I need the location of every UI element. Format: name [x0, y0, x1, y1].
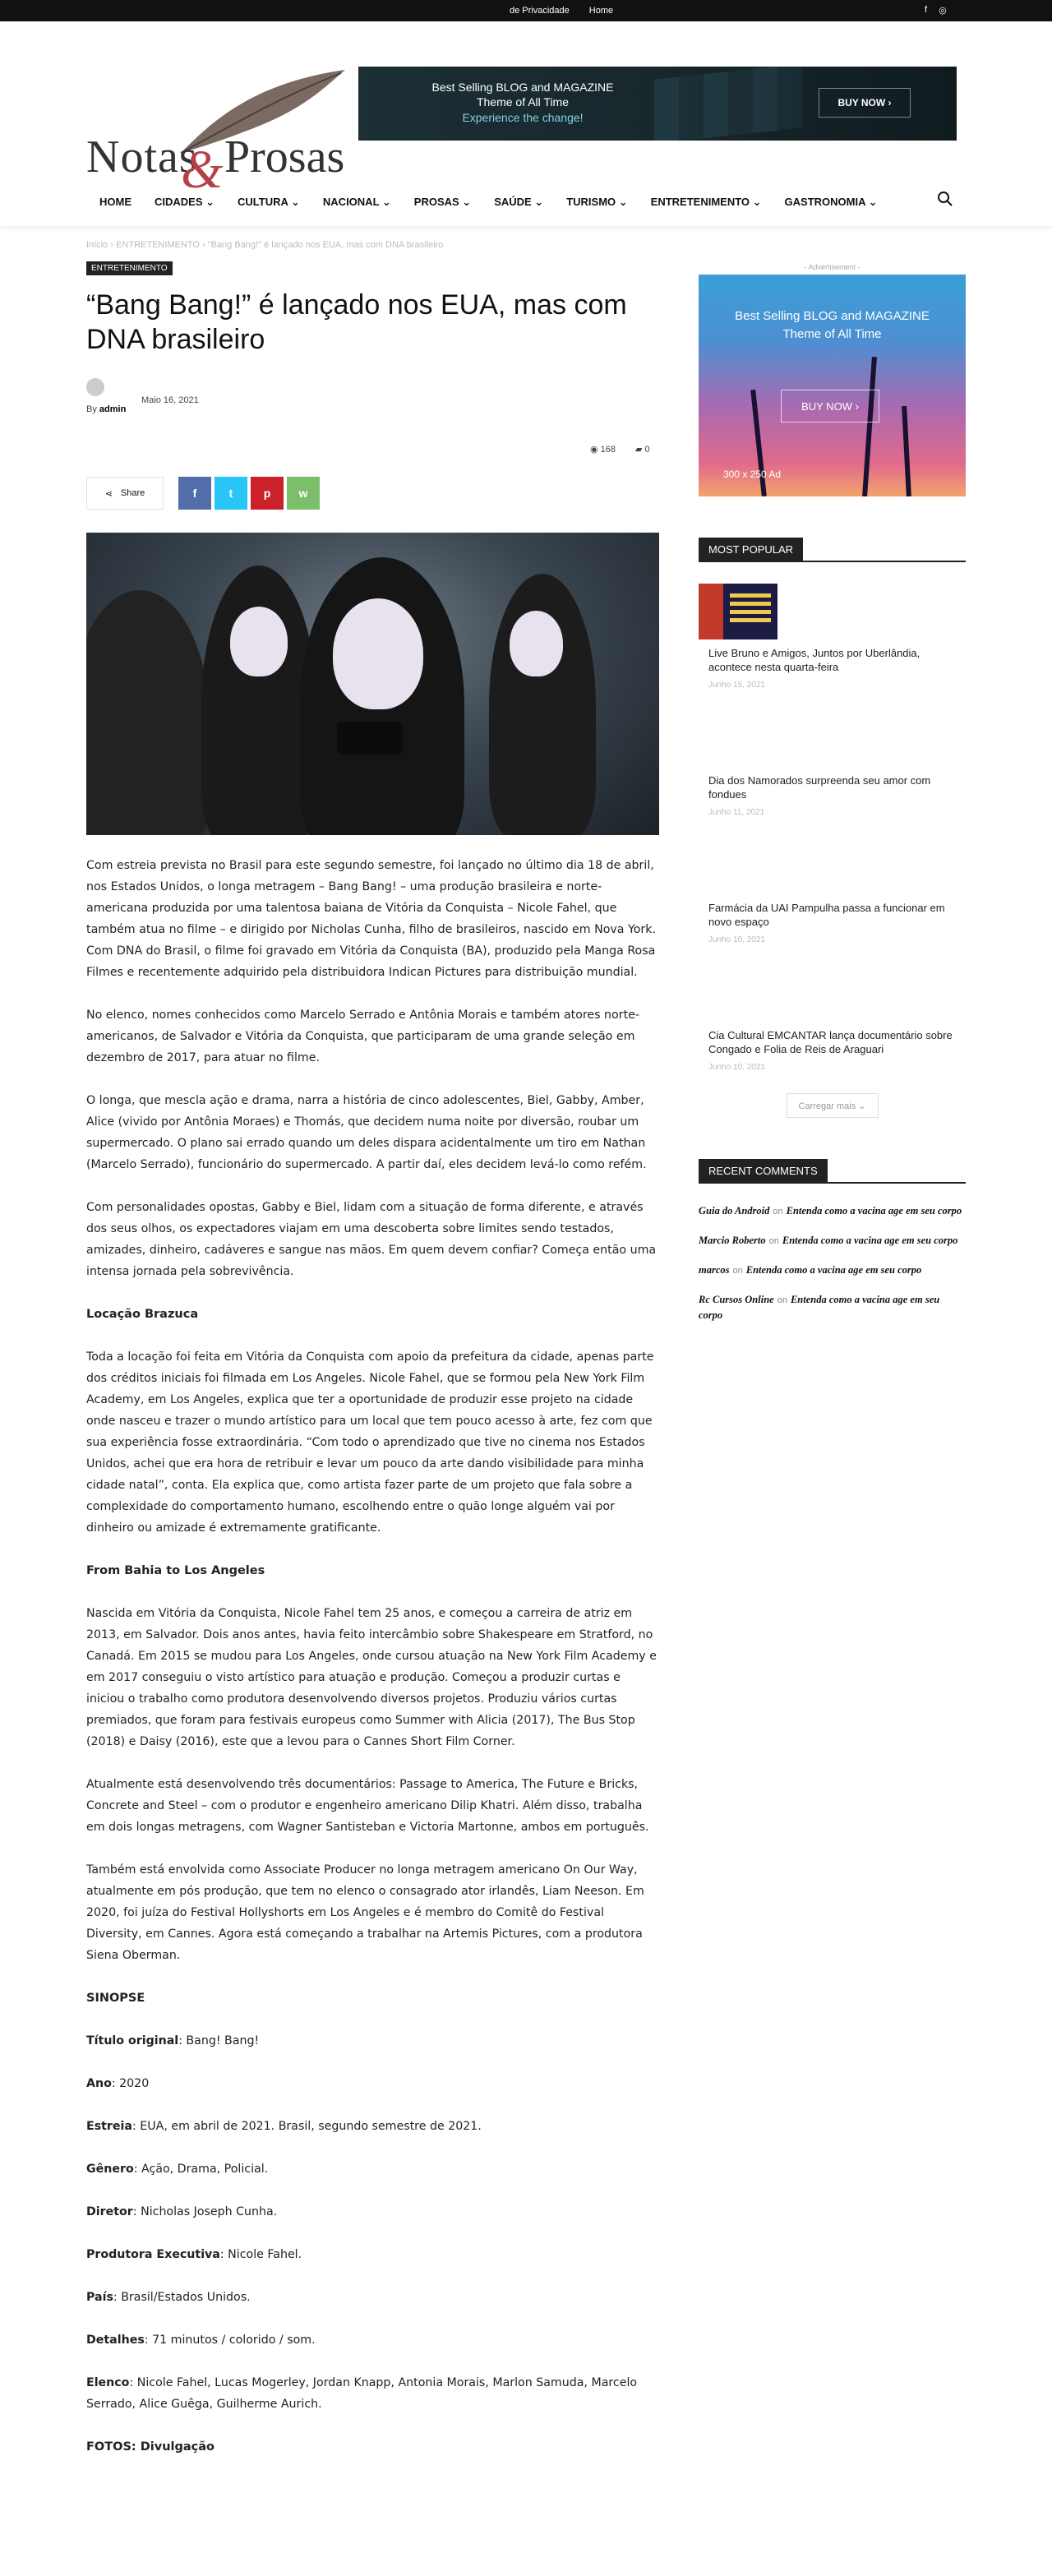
header-ad-buy-button[interactable]: BUY NOW ›	[819, 88, 911, 118]
spec-value: : EUA, em abril de 2021. Brasil, segundo semestre de 2021.	[132, 2120, 482, 2133]
share-bar	[86, 477, 320, 510]
most-popular-title: MOST POPULAR	[699, 538, 803, 561]
advertisement-label: - Advertisement -	[804, 263, 861, 271]
most-popular-list	[699, 584, 966, 1118]
popular-item[interactable]	[699, 711, 966, 838]
spec-row	[86, 2158, 659, 2180]
comment-post-link[interactable]: Entenda como a vacina age em seu corpo	[782, 1235, 958, 1246]
popular-item-title[interactable]: Live Bruno e Amigos, Juntos por Uberlândia, acontece nesta quarta-feira	[708, 647, 920, 673]
gun-shape	[337, 722, 403, 755]
article-body	[86, 855, 659, 2479]
spec-value: : 71 minutos / colorido / som.	[144, 2334, 316, 2347]
by-label: By	[86, 404, 97, 414]
logo-word-prosas: Prosas	[224, 132, 345, 182]
nav-item-nacional[interactable]: NACIONAL ⌄	[322, 196, 391, 208]
article-paragraph: No elenco, nomes conhecidos como Marcelo Serrado e Antônia Morais e também atores norte-americanos, de Salvador e Vitória da Conquista, que participaram de uma grande seleção em dezembro de 2017, para atuar no filme.	[86, 1009, 639, 1064]
sidebar-ad-buy-button[interactable]: BUY NOW ›	[781, 390, 879, 422]
palm-tree-shape	[862, 357, 877, 496]
recent-comments-list	[699, 1203, 966, 1323]
popular-item-title[interactable]: Dia dos Namorados surpreenda seu amor com fondues	[708, 774, 931, 801]
popular-item-title[interactable]: Farmácia da UAI Pampulha passa a funcionar em novo espaço	[708, 902, 945, 928]
spec-row	[86, 2201, 659, 2223]
category-tag[interactable]: ENTRETENIMENTO	[86, 261, 173, 275]
spec-value: : 2020	[111, 2077, 150, 2090]
instagram-icon[interactable]: ◎	[939, 6, 947, 16]
topbar-link-privacy[interactable]: de Privacidade	[510, 6, 570, 16]
article-paragraph: Com personalidades opostas, Gabby e Biel, lidam com a situação de forma diferente, e através dos seus olhos, os expectadores viajam em uma descoberta sobre limites sendo testados, amizades, dinheiro, cadáveres e sangue nas mãos. Em quem devem confiar? Começa então uma intensa jornada pela sobrevivência.	[86, 1201, 657, 1278]
spec-value: : Ação, Drama, Policial.	[133, 2163, 269, 2176]
spec-row	[86, 2372, 659, 2415]
nav-item-cidades[interactable]: CIDADES ⌄	[155, 196, 215, 208]
palm-tree-shape	[750, 390, 767, 496]
section-heading: From Bahia to Los Angeles	[86, 1564, 265, 1577]
comment-post-link[interactable]: Entenda como a vacina age em seu corpo	[699, 1294, 940, 1321]
sidebar-ad-line1: Best Selling BLOG and MAGAZINE	[735, 309, 930, 323]
header-ad-banner[interactable]	[358, 67, 957, 141]
article-paragraph: Nascida em Vitória da Conquista, Nicole Fahel tem 25 anos, e começou a carreira de atriz em 2013, em Salvador. Dois anos antes, havia feito intercâmbio sobre Shakespeare em Stratford, no Canadá. Em 2015 se mudou para Los Angeles, onde cursou atuação na New York Film Academy e em 2017 conseguiu o visto artístico para atuação e produção. Começou a produzir curtas e iniciou o trabalho como produtora desenvolvendo diversos projetos. Produziu vários curtas premiados, que foram para festivais europeus como Summer with Alicia (2017), The Bus Stop (2018) e Daisy (2016), este que a levou para o Cannes Short Film Corner.	[86, 1607, 657, 1748]
palm-tree-shape	[902, 406, 911, 496]
article-paragraph: Atualmente está desenvolvendo três documentários: Passage to America, The Future e Bricks, Concrete and Steel – com o produtor e engenheiro americano Dilip Khatri. Além disso, trabalha em dois longas metragens, com Wagner Santisteban e Victoria Martonne, ambos em português.	[86, 1778, 649, 1834]
views-value: 168	[600, 445, 616, 455]
sidebar-ad-line2: Theme of All Time	[782, 327, 882, 341]
header-ad-tagline: Experience the change!	[462, 111, 584, 124]
spec-key: Título original	[86, 2034, 179, 2047]
popular-item-date: Junho 11, 2021	[708, 808, 765, 817]
featured-image	[86, 533, 659, 835]
comment-row	[699, 1203, 966, 1219]
popular-item[interactable]	[699, 838, 966, 966]
author-name[interactable]: admin	[99, 404, 127, 414]
share-button[interactable]	[86, 477, 164, 510]
comment-post-link[interactable]: Entenda como a vacina age em seu corpo	[745, 1264, 922, 1276]
comment-author[interactable]: Marcio Roberto	[699, 1235, 766, 1246]
share-pinterest-button[interactable]: p	[251, 477, 284, 510]
avatar[interactable]	[86, 378, 104, 396]
comment-row	[699, 1292, 966, 1323]
mask-right	[510, 611, 563, 676]
recent-comments-header	[699, 1159, 966, 1184]
main-nav	[0, 178, 1052, 227]
header-ad-line1: Best Selling BLOG and MAGAZINE	[431, 81, 614, 94]
sidebar	[699, 263, 966, 1336]
nav-item-entretenimento[interactable]: ENTRETENIMENTO ⌄	[650, 196, 762, 208]
sidebar-ad[interactable]	[699, 275, 966, 496]
mask-center	[333, 598, 423, 709]
section-heading: Locação Brazuca	[86, 1308, 199, 1321]
article-paragraph: O longa, que mescla ação e drama, narra a história de cinco adolescentes, Biel, Gabby, Amber, Alice (vivido por Antônia Moraes) e Thomás, que decidem numa noite por diversão, roubar um supermercado. O plano sai errado quando um deles dispara acidentalmente um tiro em Nathan (Marcelo Serrado), funcionário do supermercado. A partir daí, eles decidem levá-lo como refém.	[86, 1094, 647, 1171]
article-paragraph: Também está envolvida como Associate Producer no longa metragem americano On Our Way, atualmente em pós produção, que tem no elenco o consagrado ator irlandês, Liam Neeson. Em 2020, foi juíza do Festival Hollyshorts em Los Angeles e é membro do Comitê do Festival Diversity, em Cannes. Agora está começando a trabalhar na Artemis Pictures, com a produtora Siena Oberman.	[86, 1863, 644, 1962]
most-popular-header	[699, 538, 966, 562]
popular-thumbnail[interactable]	[699, 584, 777, 639]
article-paragraph: Com estreia prevista no Brasil para este segundo semestre, foi lançado no último dia 18 de abril, nos Estados Unidos, o longa metragem – Bang Bang! – uma produção brasileira e norte-americana produzida por uma talentosa baiana de Vitória da Conquista – Nicole Fahel, que também atua no filme – e dirigido por Nicholas Cunha, filho de brasileiros, nascido em Nova York. Com DNA do Brasil, o filme foi gravado em Vitória da Conquista (BA), produzido pela Manga Rosa Filmes e recentemente adquirido pela distribuidora Indican Pictures para distribuição mundial.	[86, 859, 656, 979]
article-title: “Bang Bang!” é lançado nos EUA, mas com DNA brasileiro	[86, 289, 627, 355]
spec-key: Gênero	[86, 2163, 134, 2176]
spec-key: Estreia	[86, 2120, 132, 2133]
spec-key: Produtora Executiva	[86, 2248, 220, 2261]
popular-item-date: Junho 10, 2021	[708, 1063, 765, 1072]
popular-item[interactable]	[699, 584, 966, 711]
nav-item-saude[interactable]: SAÚDE ⌄	[494, 196, 544, 208]
breadcrumb[interactable]: Início › ENTRETENIMENTO › "Bang Bang!" é lançado nos EUA, mas com DNA brasileiro	[86, 240, 444, 250]
spec-key: Diretor	[86, 2205, 133, 2218]
recent-comments-title: RECENT COMMENTS	[699, 1159, 828, 1183]
sidebar-ad-text	[699, 307, 966, 344]
comment-author[interactable]: Rc Cursos Online	[699, 1294, 774, 1305]
author-block	[86, 378, 126, 414]
logo-ampersand: &	[181, 140, 224, 200]
logo-word-notas: Notas	[86, 132, 198, 182]
article-date: Maio 16, 2021	[141, 395, 199, 405]
spec-row	[86, 2030, 659, 2052]
site-header	[0, 21, 1052, 200]
comment-on: on	[777, 1295, 787, 1305]
sinopse-heading: SINOPSE	[86, 1992, 145, 2005]
views-count: ◉ 168	[590, 445, 616, 455]
facebook-icon[interactable]: f	[925, 5, 928, 15]
comments-count[interactable]: ▰ 0	[635, 445, 650, 455]
figure-left	[86, 590, 210, 835]
spec-value: : Nicole Fahel, Lucas Mogerley, Jordan Knapp, Antonia Morais, Marlon Samuda, Marcelo Serrado, Alice Guêga, Guilherme Aurich.	[86, 2376, 638, 2411]
spec-value: : Nicholas Joseph Cunha.	[132, 2205, 278, 2218]
photo-credit: FOTOS: Divulgação	[86, 2440, 215, 2454]
spec-value: : Bang! Bang!	[178, 2034, 260, 2047]
spec-value: : Brasil/Estados Unidos.	[113, 2291, 251, 2304]
nav-item-turismo[interactable]: TURISMO ⌄	[566, 196, 628, 208]
nav-item-cultura[interactable]: CULTURA ⌄	[238, 196, 300, 208]
search-icon[interactable]	[937, 191, 953, 207]
comments-value: 0	[644, 445, 650, 455]
header-ad-screens	[654, 67, 802, 141]
load-more-button[interactable]: Carregar mais ⌄	[787, 1093, 879, 1118]
comment-author[interactable]: marcos	[699, 1264, 730, 1276]
spec-value: : Nicole Fahel.	[219, 2248, 302, 2261]
article-paragraph: Toda a locação foi feita em Vitória da Conquista com apoio da prefeitura da cidade, apenas parte dos créditos iniciais foi filmada em Los Angeles. Nicole Fahel, que se formou pela New York Film Academy, em Los Angeles, explica que ter a oportunidade de produzir esse projeto na cidade onde nasceu e trazer o mundo artístico para um local que tem pouco acesso à arte, fez com que sua experiência fosse extraordinária. “Com todo o aprendizado que tive no cinema nos Estados Unidos, achei que era hora de retribuir e levar um pouco da arte dando visibilidade para minha cidade natal”, conta. Ela explica que, como artista fazer parte de um projeto que fala sobre a complexidade do comportamento humano, escolhendo entre o quão longe alguém vai por dinheiro ou amizade é extremamente gratificante.	[86, 1350, 654, 1535]
topbar-link-home[interactable]: Home	[588, 6, 614, 16]
spec-key: Detalhes	[86, 2334, 145, 2347]
comment-on: on	[768, 1236, 779, 1246]
popular-item-date: Junho 15, 2021	[708, 681, 765, 690]
author-byline	[86, 404, 126, 414]
article-stats	[590, 444, 650, 455]
spec-row	[86, 2116, 659, 2137]
comment-on: on	[732, 1266, 743, 1276]
nav-item-home[interactable]: HOME	[99, 196, 132, 208]
popular-item[interactable]	[699, 966, 966, 1093]
sidebar-ad-size: 300 x 250 Ad	[723, 469, 782, 480]
nav-item-gastronomia[interactable]: GASTRONOMIA ⌄	[784, 196, 878, 208]
comment-on: on	[773, 1207, 783, 1216]
spec-row	[86, 2073, 659, 2094]
comment-author[interactable]: Guia do Android	[699, 1205, 770, 1216]
nav-item-prosas[interactable]: PROSAS ⌄	[413, 196, 472, 208]
spec-row	[86, 2329, 659, 2351]
comment-post-link[interactable]: Entenda como a vacina age em seu corpo	[786, 1205, 962, 1216]
popular-item-title[interactable]: Cia Cultural EMCANTAR lança documentário sobre Congado e Folia de Reis de Araguari	[708, 1029, 953, 1055]
spec-row	[86, 2287, 659, 2308]
share-facebook-button[interactable]: f	[178, 477, 211, 510]
share-twitter-button[interactable]: t	[215, 477, 247, 510]
popular-item-date: Junho 10, 2021	[708, 935, 765, 944]
spec-row	[86, 2244, 659, 2265]
top-bar	[0, 0, 1052, 21]
spec-key: País	[86, 2291, 113, 2304]
header-ad-line2: Theme of All Time	[476, 95, 570, 108]
spec-key: Elenco	[86, 2376, 130, 2389]
spec-key: Ano	[86, 2077, 112, 2090]
share-label: Share	[120, 488, 145, 498]
comment-row	[699, 1233, 966, 1249]
comment-row	[699, 1263, 966, 1278]
mask-mid-left	[230, 607, 288, 676]
share-icon: ⋖	[104, 488, 113, 499]
share-whatsapp-button[interactable]: w	[287, 477, 320, 510]
